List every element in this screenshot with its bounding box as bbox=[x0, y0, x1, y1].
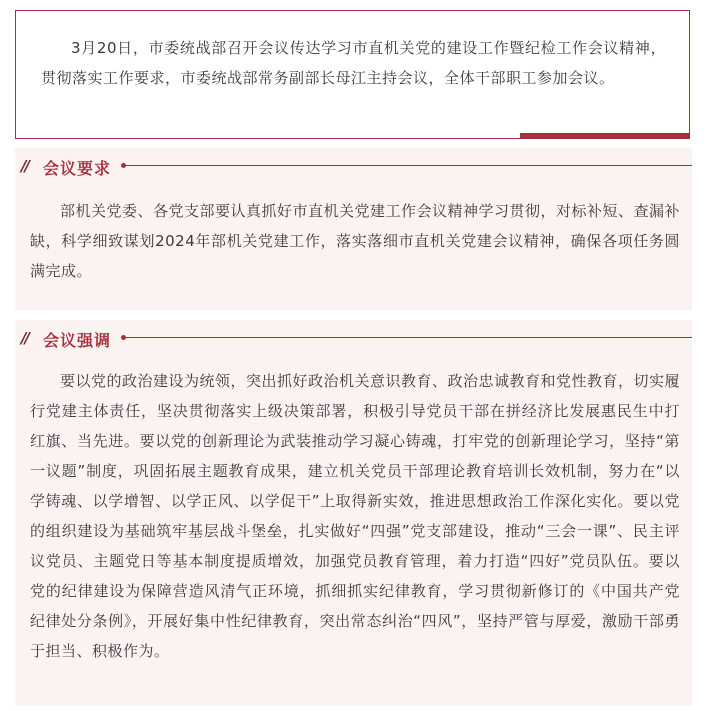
section-title: 会议强调 bbox=[43, 331, 112, 350]
header-rule bbox=[125, 165, 692, 166]
header-rule bbox=[125, 337, 692, 338]
intro-accent-bar bbox=[520, 133, 690, 139]
double-slash-icon: // bbox=[21, 157, 28, 175]
intro-box bbox=[15, 10, 690, 139]
section-title: 会议要求 bbox=[43, 159, 112, 178]
section-header bbox=[15, 320, 692, 358]
section-requirements bbox=[15, 148, 692, 310]
double-slash-icon: // bbox=[21, 329, 28, 347]
section-body: 要以党的政治建设为统领，突出抓好政治机关意识教育、政治忠诚教育和党性教育，切实履行党建主体责任，坚决贯彻落实上级决策部署，积极引导党员干部在拼经济比发展惠民生中打红旗、当先进。要以党的创新理论为武装推动学习凝心铸魂，打牢党的创新理论学习，坚持“第一议题”制度，巩固拓展主题教育成果，建立机关党员干部理论教育培训长效机制，努力在“以学铸魂、以学增智、以学正风、以学促干”上取得新实效，推进思想政治工作深化实化。要以党的组织建设为基础筑牢基层战斗堡垒，扎实做好“四强”党支部建设，推动“三会一课”、民主评议党员、主题党日等基本制度提质增效，加强党员教育管理，着力打造“四好”党员队伍。要以党的纪律建设为保障营造风清气正环境，抓细抓实纪律教育，学习贯彻新修订的《中国共产党纪律处分条例》，开展好集中性纪律教育，突出常态纠治“四风”，坚持严管与厚爱，激励干部勇于担当、积极作为。 bbox=[30, 372, 681, 660]
section-emphasis bbox=[15, 320, 692, 706]
section-header bbox=[15, 148, 692, 186]
intro-paragraph: 3月20日，市委统战部召开会议传达学习市直机关党的建设工作暨纪检工作会议精神，贯彻落实工作要求，市委统战部常务副部长母江主持会议，全体干部职工参加会议。 bbox=[41, 39, 666, 87]
section-body: 部机关党委、各党支部要认真抓好市直机关党建工作会议精神学习贯彻，对标补短、查漏补缺，科学细致谋划2024年部机关党建工作，落实落细市直机关党建会议精神，确保各项任务圆满完成。 bbox=[30, 202, 681, 280]
